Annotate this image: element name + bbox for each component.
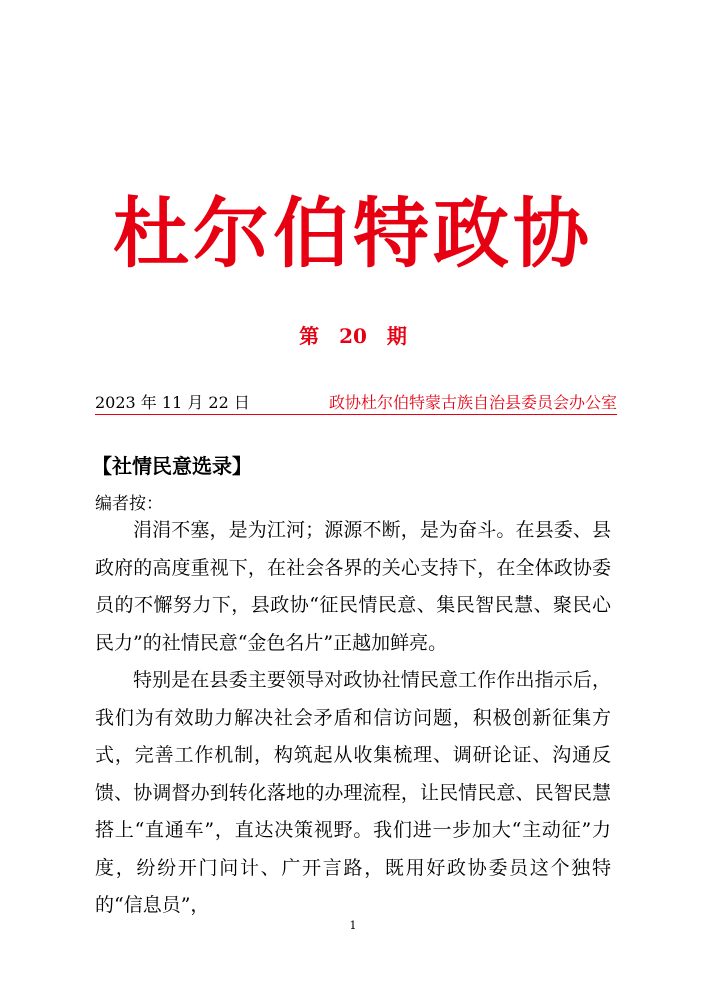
paragraph: 特别是在县委主要领导对政协社情民意工作作出指示后，我们为有效助力解决社会矛盾和信访问题，积极创新征集方式，完善工作机制，构筑起从收集梳理、调研论证、沟通反馈、协调督办到转化落地的办理流程，让民情民意、民智民慧搭上“直通车”，直达决策视野。我们进一步加大“主动征”力度，纷纷开门问计、广开言路，既用好政协委员这个独特的“信息员”，	[95, 669, 611, 916]
editor-note-label: 编者按：	[95, 494, 163, 514]
article-body	[95, 512, 611, 925]
issuing-office: 政协杜尔伯特蒙古族自治县委员会办公室	[328, 393, 617, 412]
issue-value: 20	[339, 324, 367, 348]
section-title: 【社情民意选录】	[92, 454, 252, 478]
issue-suffix: 期	[386, 324, 407, 348]
publish-date: 2023 年 11 月 22 日	[95, 393, 250, 412]
header-divider	[95, 414, 617, 415]
issue-prefix: 第	[299, 324, 320, 348]
masthead-title: 杜尔伯特政协	[113, 189, 593, 278]
paragraph: 涓涓不塞，是为江河；源源不断，是为奋斗。在县委、县政府的高度重视下，在社会各界的关心支持下，在全体政协委员的不懈努力下，县政协“征民情民意、集民智民慧、聚民心民力”的社情民意“金色名片”正越加鲜亮。	[95, 519, 611, 654]
page-number: 1	[349, 919, 357, 932]
issue-number	[0, 320, 706, 349]
